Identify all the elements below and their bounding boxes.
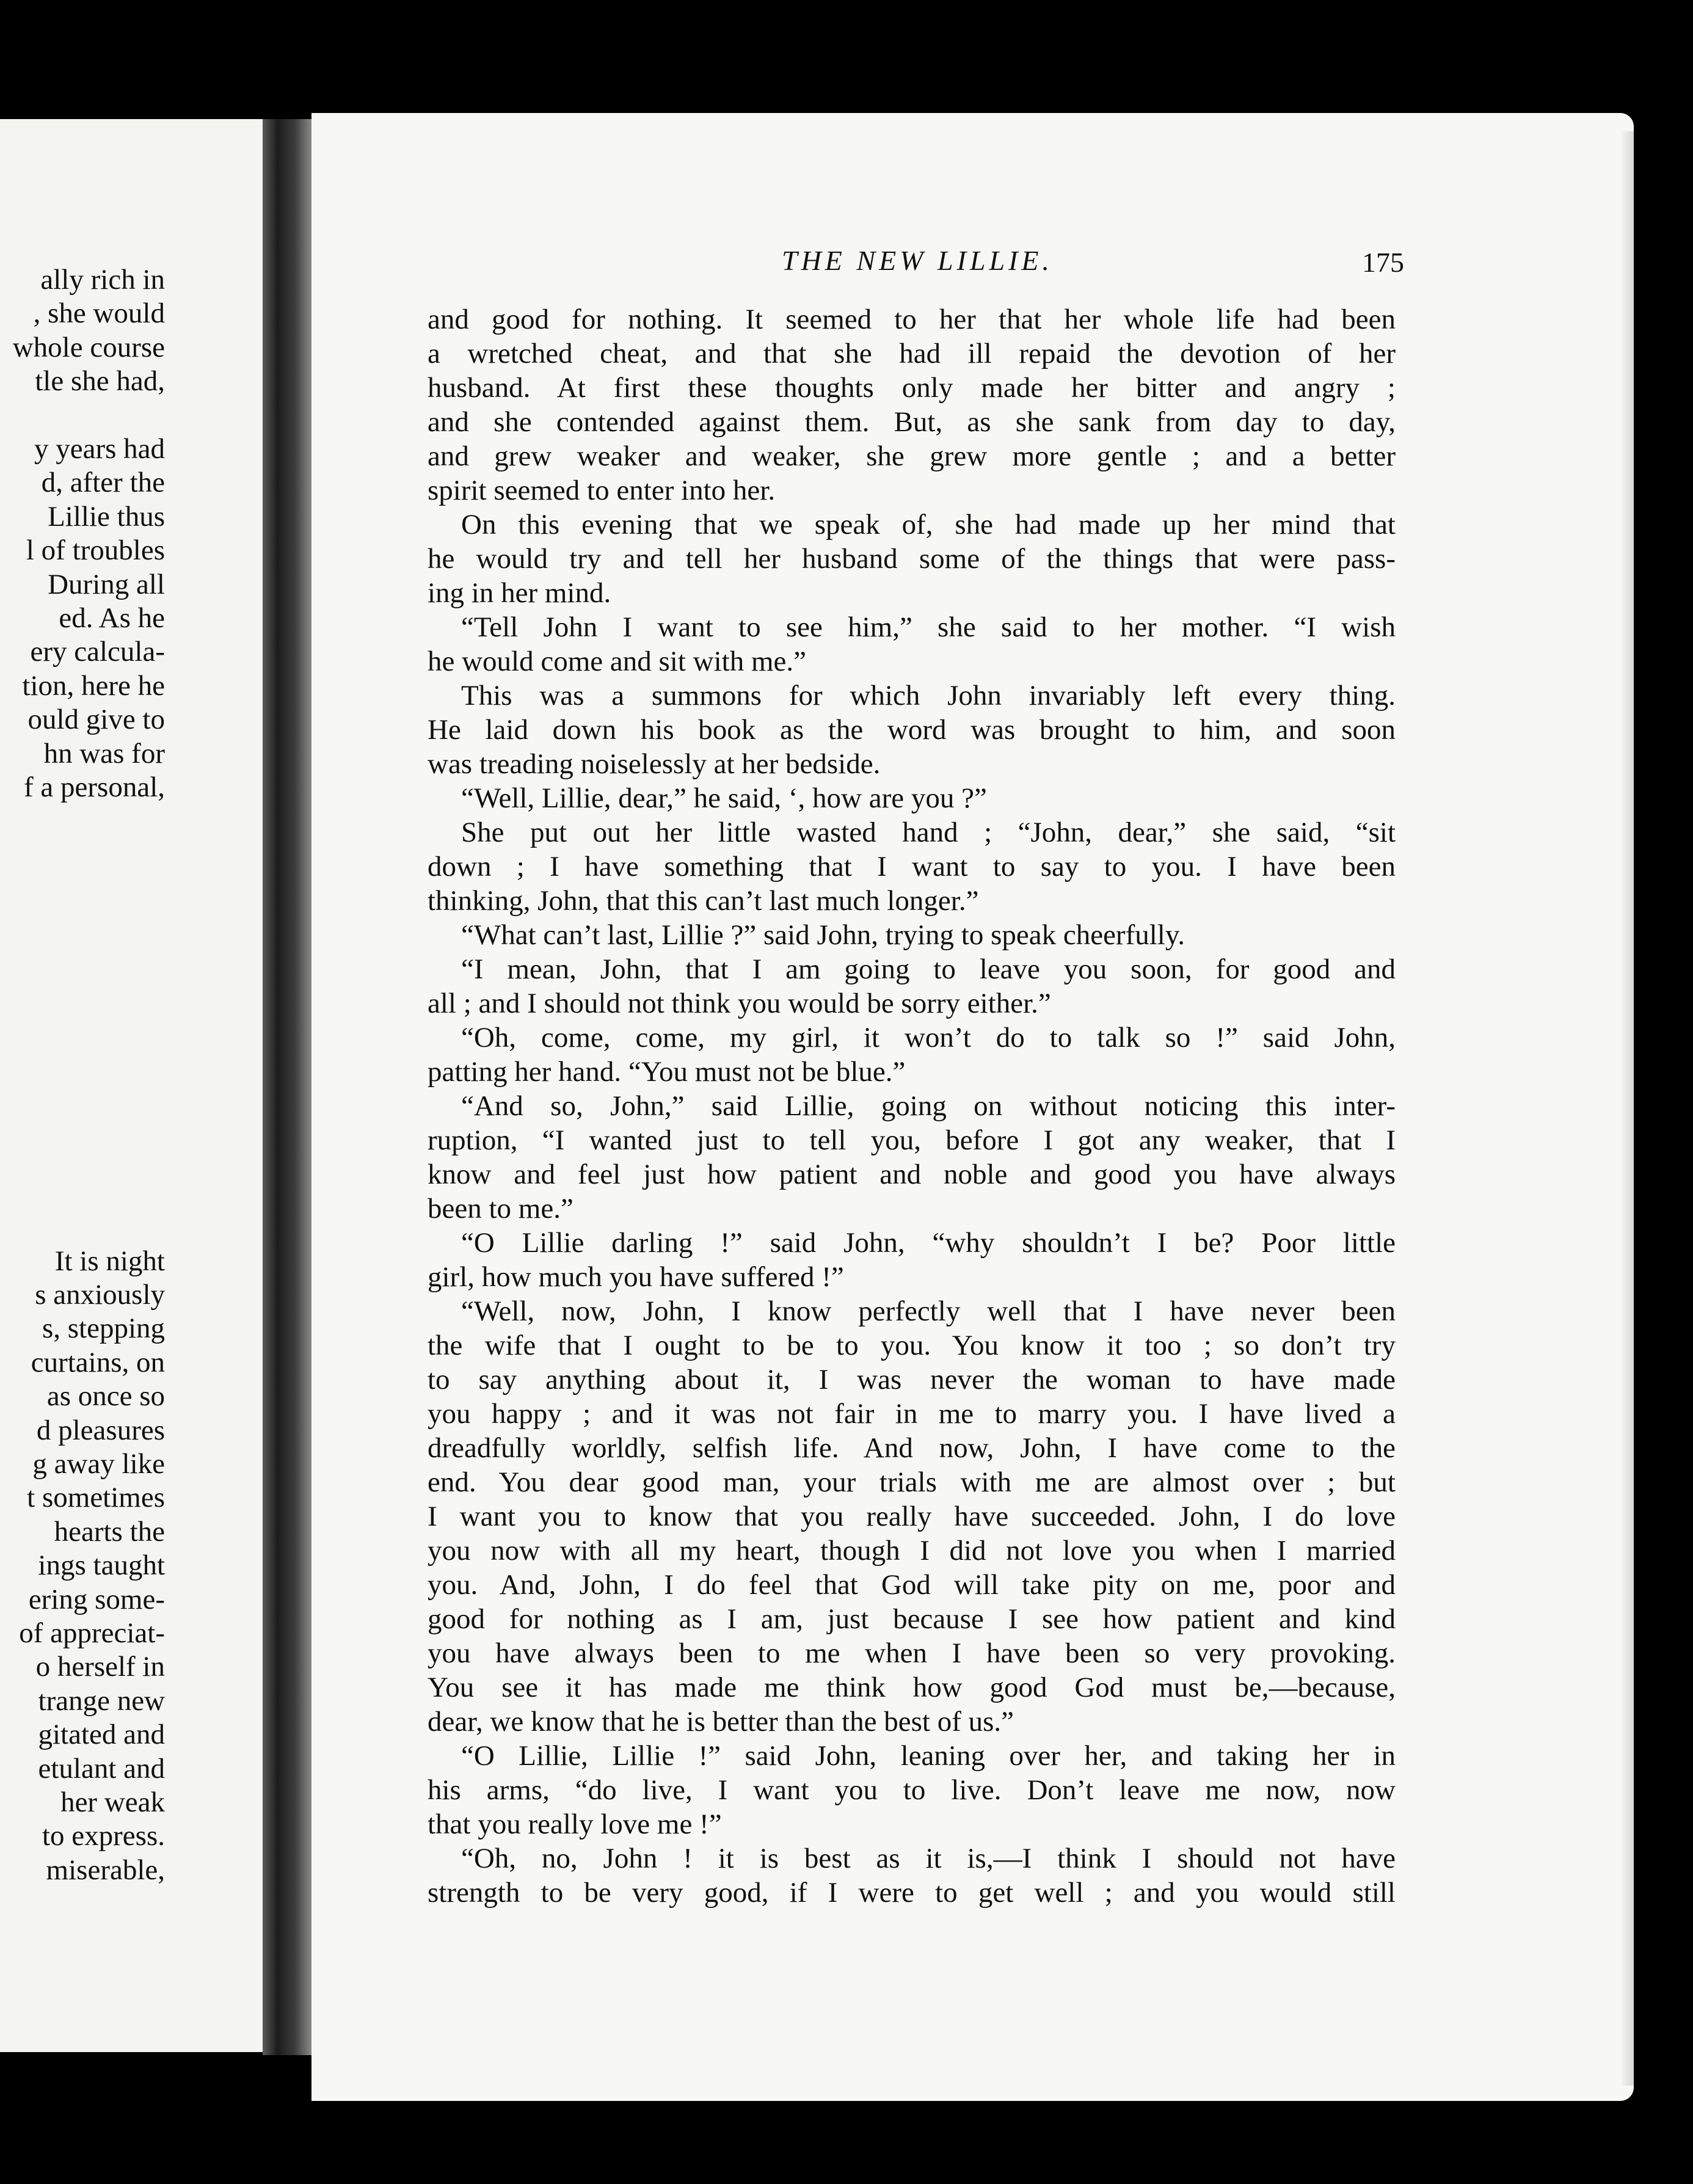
left-page-line: d pleasures: [36, 1414, 165, 1446]
text-line: strength to be very good, if I were to get well ; and you would still: [428, 1877, 1396, 1909]
text-line: This was a summons for which John invariably left every thing.: [461, 680, 1396, 712]
running-title: THE NEW LILLIE.: [782, 245, 1053, 276]
left-page-line: hearts the: [54, 1515, 165, 1548]
left-page-line: hn was for: [43, 737, 165, 770]
left-page-line: ally rich in: [40, 264, 165, 296]
page-number: 175: [1362, 247, 1404, 278]
text-line: know and feel just how patient and noble and good you have always: [428, 1159, 1396, 1190]
left-page-line: tle she had,: [35, 365, 165, 398]
left-page-line: During all: [48, 568, 165, 600]
left-page-line: to express.: [42, 1820, 165, 1852]
text-line: you. And, John, I do feel that God will take pity on me, poor and: [428, 1569, 1396, 1601]
left-page-line: etulant and: [38, 1752, 165, 1785]
text-line: ruption, “I wanted just to tell you, before I got any weaker, that I: [428, 1124, 1396, 1156]
text-line: “Well, now, John, I know perfectly well that I have never been: [461, 1295, 1396, 1327]
text-line: “Oh, come, come, my girl, it won’t do to talk so !” said John,: [461, 1022, 1396, 1054]
text-line: “I mean, John, that I am going to leave you soon, for good and: [461, 953, 1396, 985]
text-line: that you really love me !”: [428, 1808, 722, 1840]
left-page-line: tion, here he: [22, 669, 165, 702]
text-line: dreadfully worldly, selfish life. And now, John, I have come to the: [428, 1432, 1396, 1464]
text-line: “And so, John,” said Lillie, going on without noticing this inter-: [461, 1090, 1396, 1122]
left-page-line: curtains, on: [31, 1346, 165, 1378]
text-line: his arms, “do live, I want you to live. Don’t leave me now, now: [428, 1774, 1396, 1806]
text-line: a wretched cheat, and that she had ill repaid the devotion of her: [428, 338, 1396, 369]
left-page-line: l of troubles: [26, 534, 165, 567]
body-text: [428, 302, 1396, 1910]
left-page-line: her weak: [60, 1786, 165, 1818]
left-page-line: o herself in: [35, 1651, 165, 1683]
left-page-line: d, after the: [41, 467, 165, 499]
left-page-line: trange new: [38, 1684, 165, 1717]
left-page-line: miserable,: [46, 1854, 165, 1886]
left-page-line: g away like: [32, 1448, 165, 1480]
left-page-line: s, stepping: [42, 1312, 165, 1345]
left-page-line: ering some-: [28, 1583, 165, 1615]
left-page-line: ould give to: [27, 704, 165, 736]
previous-page-fragment: [0, 119, 266, 2052]
book-page: [311, 113, 1634, 2101]
text-line: girl, how much you have suffered !”: [428, 1261, 844, 1293]
left-page-line: y years had: [34, 433, 165, 465]
text-line: he would come and sit with me.”: [428, 646, 806, 677]
text-line: to say anything about it, I was never the woman to have made: [428, 1364, 1396, 1396]
left-page-line: , she would: [33, 297, 165, 330]
text-line: and grew weaker and weaker, she grew more gentle ; and a better: [428, 440, 1396, 472]
text-line: spirit seemed to enter into her.: [428, 475, 776, 506]
text-line: end. You dear good man, your trials with me are almost over ; but: [428, 1466, 1396, 1498]
text-line: On this evening that we speak of, she had made up her mind that: [461, 509, 1396, 541]
left-page-line: t sometimes: [27, 1482, 165, 1514]
text-line: you happy ; and it was not fair in me to marry you. I have lived a: [428, 1398, 1396, 1430]
left-page-line: ings taught: [38, 1549, 165, 1582]
left-page-line: gitated and: [38, 1719, 165, 1751]
left-page-line: It is night: [54, 1245, 165, 1277]
text-line: the wife that I ought to be to you. You know it too ; so don’t try: [428, 1330, 1396, 1361]
left-page-line: as once so: [46, 1380, 165, 1413]
text-line: you now with all my heart, though I did not love you when I married: [428, 1535, 1396, 1567]
text-line: husband. At first these thoughts only made her bitter and angry ;: [428, 372, 1396, 404]
text-line: ing in her mind.: [428, 577, 611, 609]
text-line: “O Lillie, Lillie !” said John, leaning over her, and taking her in: [461, 1740, 1396, 1772]
page-edge: [1622, 131, 1634, 2086]
text-line: been to me.”: [428, 1193, 573, 1225]
left-page-line: f a personal,: [24, 771, 165, 803]
text-line: and she contended against them. But, as she sank from day to day,: [428, 406, 1396, 438]
left-page-line: Lillie thus: [48, 500, 165, 533]
text-line: patting her hand. “You must not be blue.”: [428, 1056, 906, 1088]
text-line: “What can’t last, Lillie ?” said John, trying to speak cheerfully.: [461, 919, 1185, 951]
left-page-line: whole course: [12, 331, 165, 363]
text-line: He laid down his book as the word was brought to him, and soon: [428, 714, 1396, 746]
text-line: thinking, John, that this can’t last much longer.”: [428, 885, 979, 917]
left-page-line: s anxiously: [35, 1279, 165, 1311]
text-line: She put out her little wasted hand ; “John, dear,” she said, “sit: [461, 817, 1396, 848]
text-line: he would try and tell her husband some of the things that were pass-: [428, 543, 1396, 575]
left-page-line: ery calcula-: [30, 636, 165, 668]
text-line: “Tell John I want to see him,” she said to her mother. “I wish: [461, 611, 1396, 643]
left-page-line: ed. As he: [59, 602, 165, 634]
text-line: “Oh, no, John ! it is best as it is,—I think I should not have: [461, 1843, 1396, 1874]
text-line: You see it has made me think how good God must be,—because,: [428, 1672, 1396, 1703]
text-line: down ; I have something that I want to say to you. I have been: [428, 851, 1396, 883]
text-line: I want you to know that you really have succeeded. John, I do love: [428, 1501, 1396, 1532]
book-gutter: [263, 119, 311, 2055]
text-line: was treading noiselessly at her bedside.: [428, 748, 881, 780]
text-line: “O Lillie darling !” said John, “why shouldn’t I be? Poor little: [461, 1227, 1396, 1259]
text-line: good for nothing as I am, just because I see how patient and kind: [428, 1603, 1396, 1635]
text-line: “Well, Lillie, dear,” he said, ‘, how are you ?”: [461, 782, 987, 814]
left-page-line: of appreciat-: [19, 1617, 165, 1649]
text-line: all ; and I should not think you would be sorry either.”: [428, 988, 1051, 1019]
text-line: dear, we know that he is better than the best of us.”: [428, 1706, 1014, 1738]
text-line: you have always been to me when I have been so very provoking.: [428, 1637, 1396, 1669]
text-line: and good for nothing. It seemed to her that her whole life had been: [428, 304, 1396, 335]
